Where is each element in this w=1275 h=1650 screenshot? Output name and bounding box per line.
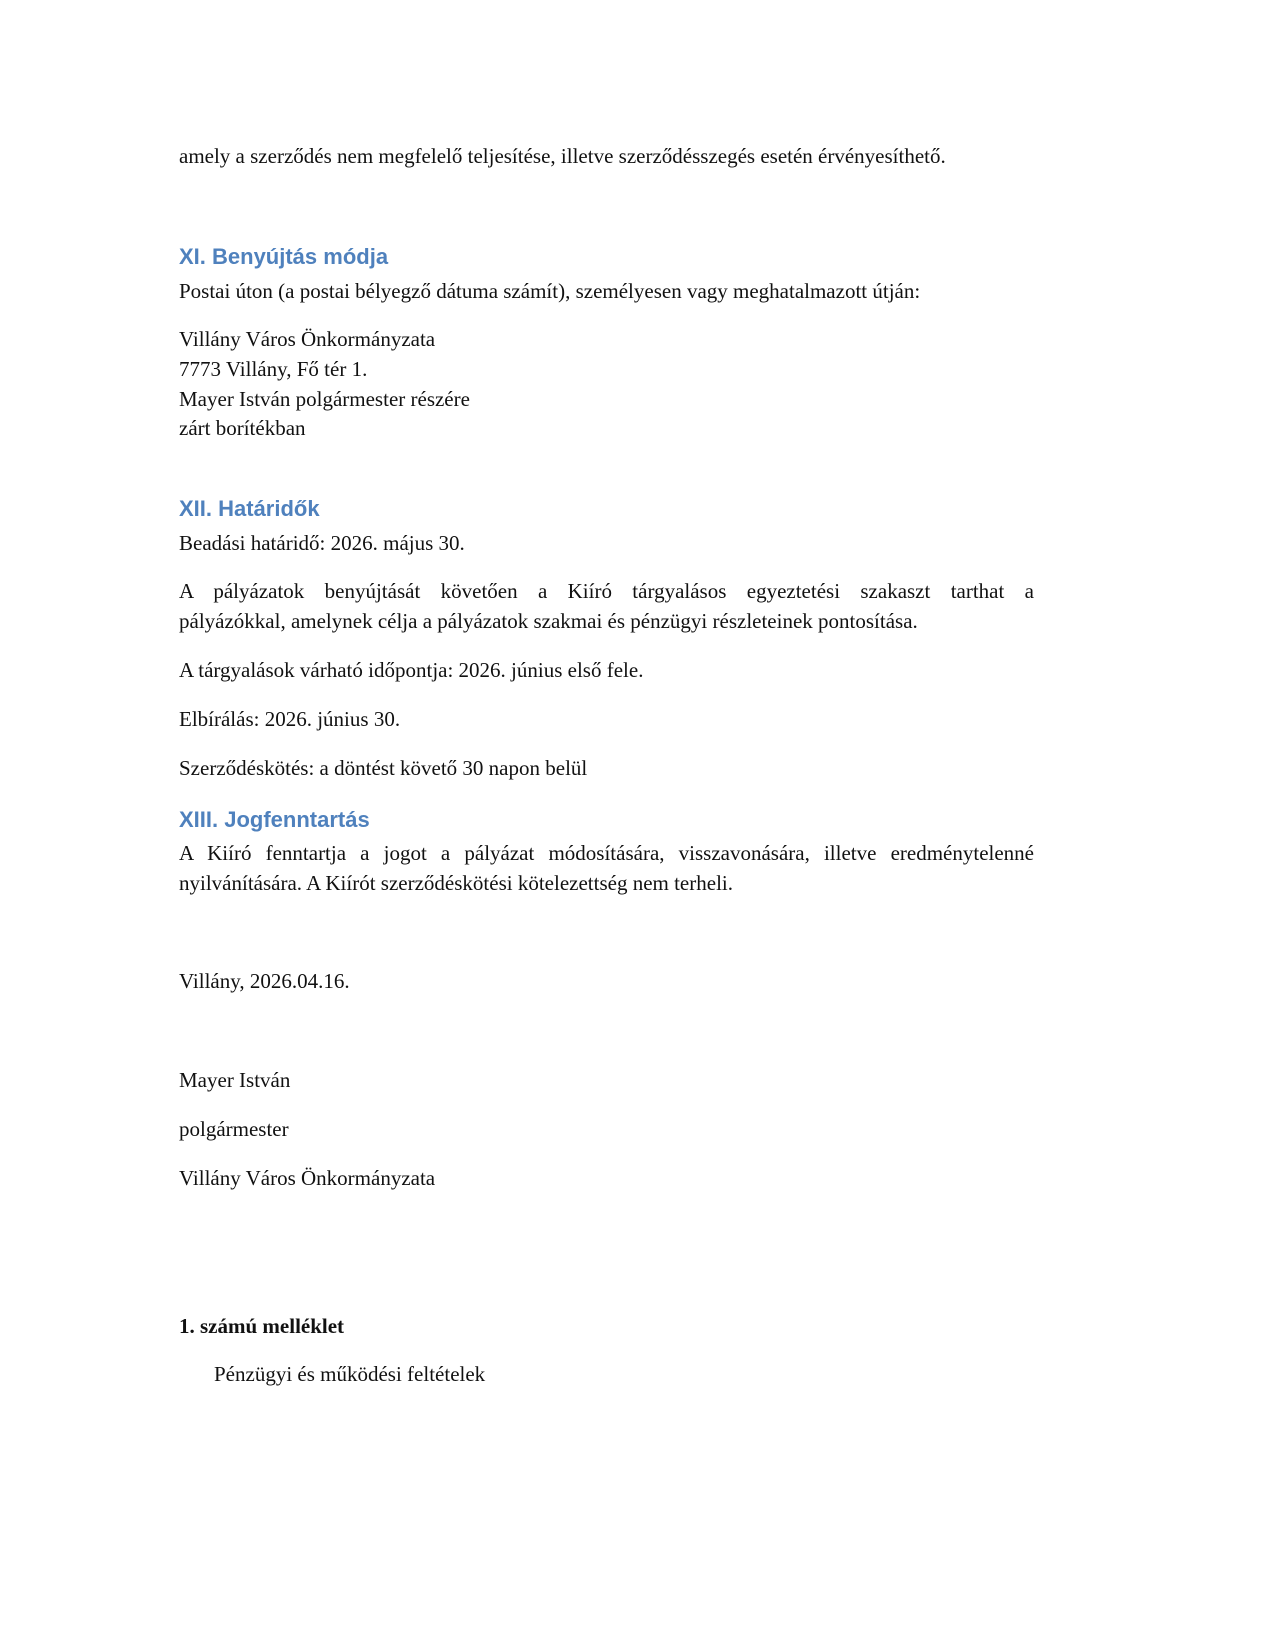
signatory-name: Mayer István [179, 1068, 291, 1092]
address-line: 7773 Villány, Fő tér 1. [179, 357, 368, 381]
annex-subtitle: Pénzügyi és működési feltételek [214, 1362, 486, 1386]
address-line: zárt borítékban [179, 416, 306, 440]
address-line: Mayer István polgármester részére [179, 387, 470, 411]
reservation-text: A Kiíró fenntartja a jogot a pályázat módosítására, visszavonására, illetve eredménytelenné [179, 841, 1034, 865]
annex-title: 1. számú melléklet [179, 1314, 345, 1338]
place-date: Villány, 2026.04.16. [179, 969, 350, 993]
heading-reservation: XIII. Jogfenntartás [179, 807, 370, 832]
submission-text: Postai úton (a postai bélyegző dátuma számít), személyesen vagy meghatalmazott útján: [179, 279, 921, 303]
negotiation-text: pályázókkal, amelynek célja a pályázatok szakmai és pénzügyi részleteinek pontosítása. [179, 609, 918, 633]
evaluation-text: Elbírálás: 2026. június 30. [179, 707, 401, 731]
heading-submission-method: XI. Benyújtás módja [179, 244, 389, 269]
contract-text: Szerződéskötés: a döntést követő 30 napon belül [179, 756, 588, 780]
signatory-org: Villány Város Önkormányzata [179, 1166, 436, 1190]
intro-text: amely a szerződés nem megfelelő teljesítése, illetve szerződésszegés esetén érvényesíthető. [179, 144, 946, 168]
deadline-text: Beadási határidő: 2026. május 30. [179, 531, 465, 555]
address-line: Villány Város Önkormányzata [179, 327, 436, 351]
negotiation-date-text: A tárgyalások várható időpontja: 2026. június első fele. [179, 658, 644, 682]
negotiation-text: A pályázatok benyújtását követően a Kiíró tárgyalásos egyeztetési szakaszt tarthat a [179, 579, 1034, 603]
reservation-text: nyilvánítására. A Kiírót szerződéskötési kötelezettség nem terheli. [179, 871, 733, 895]
heading-deadlines: XII. Határidők [179, 496, 320, 521]
signatory-title: polgármester [179, 1117, 289, 1141]
